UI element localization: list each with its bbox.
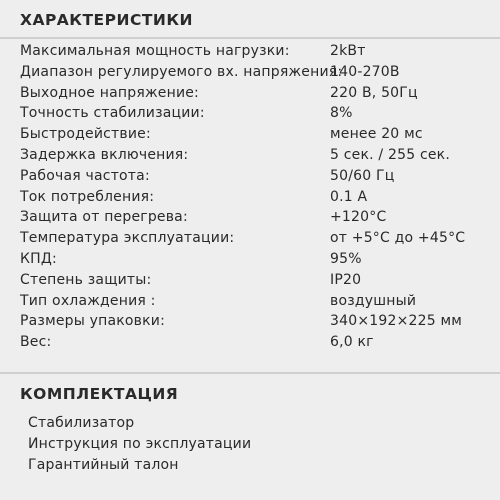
kit-item: Стабилизатор <box>28 415 135 431</box>
spec-row <box>0 41 500 62</box>
spec-value: +120°С <box>330 209 387 226</box>
spec-row <box>0 103 500 124</box>
spec-row <box>0 62 500 83</box>
spec-value: IP20 <box>330 271 362 288</box>
spec-row <box>0 291 500 312</box>
spec-value: 0.1 А <box>330 188 368 205</box>
spec-row <box>0 166 500 187</box>
divider <box>0 37 500 39</box>
spec-label: Размеры упаковки: <box>20 313 165 330</box>
spec-label: Выходное напряжение: <box>20 84 199 101</box>
spec-row <box>0 270 500 291</box>
spec-value: 220 В, 50Гц <box>330 84 418 101</box>
specs-list <box>0 41 500 353</box>
spec-row <box>0 207 500 228</box>
spec-row <box>0 311 500 332</box>
spec-label: Степень защиты: <box>20 271 152 288</box>
kit-item: Инструкция по эксплуатации <box>28 436 252 452</box>
spec-row <box>0 332 500 353</box>
spec-label: Ток потребления: <box>20 188 155 205</box>
spec-value: менее 20 мс <box>330 126 423 143</box>
spec-value: воздушный <box>330 292 417 309</box>
spec-value: 6,0 кг <box>330 334 374 351</box>
spec-value: 95% <box>330 250 362 267</box>
spec-row <box>0 187 500 208</box>
spec-label: Защита от перегрева: <box>20 209 188 226</box>
spec-row <box>0 83 500 104</box>
spec-value: 340×192×225 мм <box>330 313 462 330</box>
spec-label: Тип охлаждения : <box>20 292 156 309</box>
spec-value: 140-270В <box>330 63 400 80</box>
spec-label: Диапазон регулируемого вх. напряжения: <box>20 63 343 80</box>
kit-item: Гарантийный талон <box>28 457 179 473</box>
spec-label: Точность стабилизации: <box>20 105 205 122</box>
spec-row <box>0 124 500 145</box>
spec-value: 2kВт <box>330 43 366 59</box>
kit-heading: КОМПЛЕКТАЦИЯ <box>20 385 179 403</box>
spec-value: от +5°С до +45°С <box>330 230 466 247</box>
spec-label: Задержка включения: <box>20 146 189 163</box>
spec-label: Рабочая частота: <box>20 167 150 184</box>
spec-label: Быстродействие: <box>20 126 151 143</box>
spec-label: Вес: <box>20 334 52 351</box>
divider <box>0 372 500 374</box>
spec-value: 5 сек. / 255 сек. <box>330 146 450 163</box>
spec-row <box>0 145 500 166</box>
spec-label: Температура эксплуатации: <box>20 230 235 247</box>
spec-row <box>0 249 500 270</box>
specs-heading: ХАРАКТЕРИСТИКИ <box>20 11 194 29</box>
spec-label: Максимальная мощность нагрузки: <box>20 43 290 59</box>
spec-row <box>0 228 500 249</box>
spec-value: 50/60 Гц <box>330 167 395 184</box>
spec-label: КПД: <box>20 250 57 267</box>
spec-value: 8% <box>330 105 353 122</box>
kit-list <box>0 413 500 476</box>
